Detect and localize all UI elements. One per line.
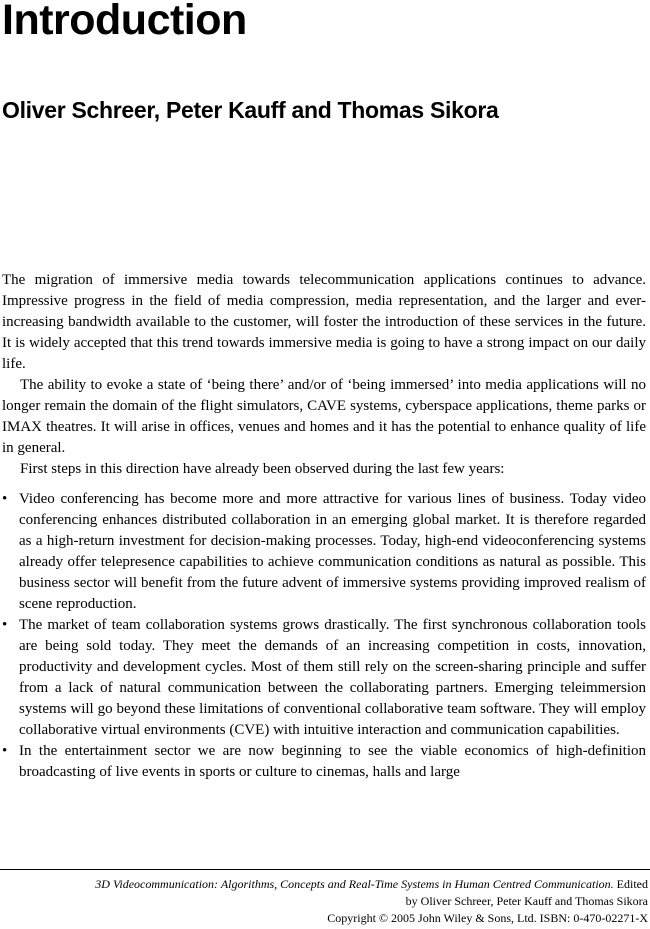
bullet-text: The market of team collaboration systems grows drastically. The first synchronous collaboration tools are being sold today. They meet the demands of an increasing competition in costs, innovation, productivity and development cycles. Most of them still rely on the screen-sharing principle and suffer from a lack of natural communication between the collaborating partners. Emerging teleimmersion systems will go beyond these limitations of conventional collaborative team software. They will employ collaborative virtual environments (CVE) with intuitive interaction and communication capabilities. (19, 617, 646, 738)
bullet-marker: • (2, 743, 8, 759)
footer-divider (0, 869, 650, 870)
copyright-line: Copyright © 2005 John Wiley & Sons, Ltd. ISBN: 0-470-02271-X (327, 911, 648, 925)
body-paragraph: The migration of immersive media towards telecommunication applications continues to advance. Impressive progress in the field of media compression, media representation, and the larger and ever-increasing bandwidth available to the customer, will foster the introduction of these services in the future. It is widely accepted that this trend towards immersive media is going to have a strong impact on our daily life. (2, 272, 646, 372)
bullet-text: In the entertainment sector we are now beginning to see the viable economics of high-definition broadcasting of live events in sports or culture to cinemas, halls and large (19, 743, 646, 780)
bullet-item (2, 615, 646, 741)
chapter-title: Introduction (2, 0, 247, 44)
bullet-marker: • (2, 491, 8, 507)
copyright-footer (88, 876, 648, 927)
bullet-item (2, 741, 646, 783)
bullet-text: Video conferencing has become more and more attractive for various lines of business. Today video conferencing enhances distributed collaboration in an emerging global market. It is therefore regarded as a high-return investment for decision-making processes. Today, high-end videoconferencing systems already offer telepresence capabilities to achieve communication conditions as natural as possible. This business sector will benefit from the future advent of immersive systems providing improved realism of scene reproduction. (19, 491, 646, 612)
body-paragraph: The ability to evoke a state of ‘being there’ and/or of ‘being immersed’ into media applications will no longer remain the domain of the flight simulators, CAVE systems, cyberspace applications, theme parks or IMAX theatres. It will arise in offices, venues and homes and it has the potential to enhance quality of life in general. (2, 377, 646, 456)
book-editors: Edited by Oliver Schreer, Peter Kauff and Thomas Sikora (405, 877, 648, 908)
chapter-body (2, 270, 646, 783)
bullet-item (2, 489, 646, 615)
bullet-list (2, 489, 646, 783)
bullet-marker: • (2, 617, 8, 633)
body-paragraph: First steps in this direction have already been observed during the last few years: (20, 461, 505, 477)
book-title: 3D Videocommunication: Algorithms, Concepts and Real-Time Systems in Human Centred Communication. (95, 877, 614, 891)
chapter-authors: Oliver Schreer, Peter Kauff and Thomas Sikora (2, 97, 499, 123)
